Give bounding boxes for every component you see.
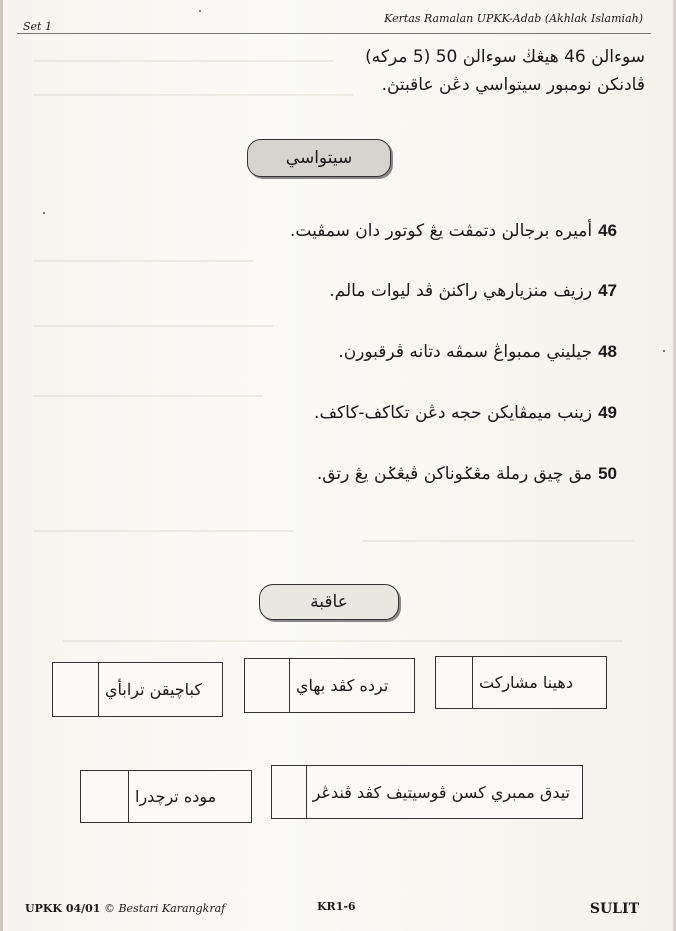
footer-code	[25, 902, 225, 915]
show-through-line	[33, 530, 293, 532]
speck	[663, 350, 665, 352]
consequence-box	[52, 662, 223, 717]
consequence-text: ترده كڤد بهاي	[296, 676, 389, 695]
question-47	[97, 278, 617, 304]
consequence-box	[244, 658, 415, 713]
question-text: رزيف منزيارهي راكنڽ ڤد ليوات مالم.	[329, 281, 593, 301]
question-50	[97, 461, 617, 487]
consequences-heading: عاقبة	[259, 584, 399, 620]
answer-blank[interactable]	[81, 771, 129, 822]
answer-blank[interactable]	[245, 659, 290, 712]
speck	[43, 212, 45, 214]
consequence-text: موده ترچدرا	[135, 787, 217, 806]
consequence-text: تيدق ممبري كسن ڤوسيتيف كڤد ڤندڠر	[312, 782, 570, 802]
show-through-line	[363, 540, 633, 542]
instruction-line-1: سوءالن 46 هيڠڬ سوءالن 50 (5 مركه)	[365, 47, 645, 67]
question-48	[97, 339, 617, 365]
question-number: 48	[598, 342, 617, 361]
show-through-line	[33, 395, 263, 397]
speck	[199, 10, 201, 12]
situations-heading: سيتواسي	[247, 139, 391, 177]
consequence-box	[435, 656, 607, 709]
question-text: مق چيق رملة مڠݢوناكن ڤيڠݢن يڠ رتق.	[316, 464, 593, 484]
paper-code: UPKK 04/01	[25, 902, 101, 915]
instruction-line-2: ڤادنكن نومبور سيتواسي دڠن عاقبتڽ.	[381, 75, 645, 95]
consequence-text: كباچيقن ترابأي	[105, 680, 202, 699]
question-text: زينب ميمڤايكن حجه دڠن تكاكف-كاكف.	[314, 403, 593, 423]
consequence-text: دهينا مشاركت	[479, 673, 573, 692]
confidentiality-label: SULIT	[589, 901, 639, 917]
show-through-line	[33, 325, 273, 327]
answer-blank[interactable]	[272, 766, 307, 818]
question-number: 47	[598, 281, 617, 300]
set-label: Set 1	[23, 20, 52, 33]
consequence-box	[80, 770, 252, 823]
publisher: © Bestari Karangkraf	[103, 902, 226, 915]
show-through-line	[63, 640, 623, 642]
question-text: جيليني ممبواڠ سمڤه دتانه ڤرقبورن.	[338, 342, 593, 362]
page-code: KR1-6	[317, 900, 356, 913]
question-number: 50	[598, 464, 617, 483]
question-number: 46	[598, 221, 617, 240]
paper-title: Kertas Ramalan UPKK-Adab (Akhlak Islamiah)	[384, 12, 643, 25]
question-49	[97, 400, 617, 426]
question-number: 49	[598, 403, 617, 422]
question-46	[97, 218, 617, 244]
header-divider	[17, 33, 651, 34]
answer-blank[interactable]	[436, 657, 473, 708]
consequence-box	[271, 765, 583, 819]
question-text: أميره برجالن دتمڤت يڠ كوتور دان سمڤيت.	[290, 221, 593, 241]
show-through-line	[33, 260, 253, 262]
answer-blank[interactable]	[53, 663, 99, 716]
